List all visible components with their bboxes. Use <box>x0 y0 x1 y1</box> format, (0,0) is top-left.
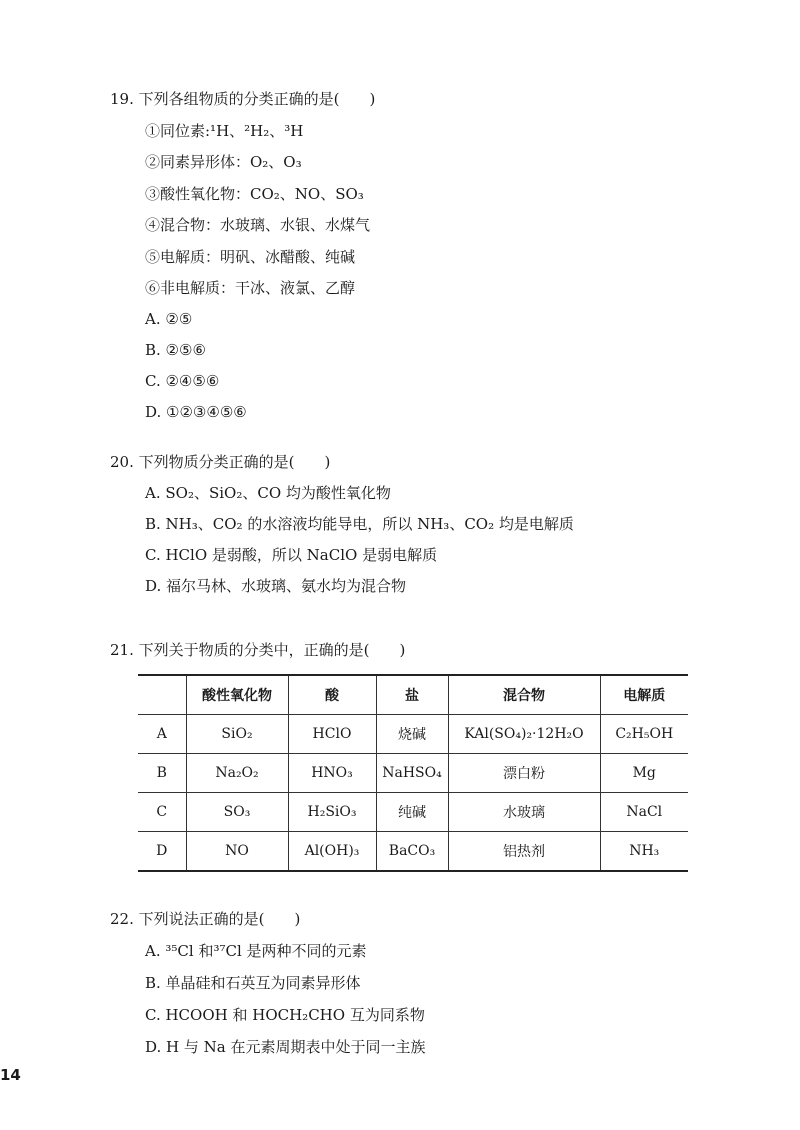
table-cell: D <box>138 832 186 872</box>
q19-item-6: ⑥非电解质：干冰、液氯、乙醇 <box>145 279 356 297</box>
table-row <box>138 832 688 872</box>
table-row <box>138 793 688 832</box>
q19-item-1: ①同位素:¹H、²H₂、³H <box>145 122 304 140</box>
q19-option-b: B. ②⑤⑥ <box>145 341 206 359</box>
q19-stem: 19. 下列各组物质的分类正确的是( ) <box>110 90 376 108</box>
q19-item-3: ③酸性氧化物：CO₂、NO、SO₃ <box>145 185 364 203</box>
table-cell: KAl(SO₄)₂·12H₂O <box>448 715 600 754</box>
table-header-cell: 酸 <box>288 675 376 715</box>
table-cell: SiO₂ <box>186 715 288 754</box>
table-cell: 漂白粉 <box>448 754 600 793</box>
q20-option-c: C. HClO 是弱酸，所以 NaClO 是弱电解质 <box>145 546 438 564</box>
q19-item-4: ④混合物：水玻璃、水银、水煤气 <box>145 216 371 234</box>
q22-stem: 22. 下列说法正确的是( ) <box>110 910 301 928</box>
q22-option-b: B. 单晶硅和石英互为同素异形体 <box>145 974 361 992</box>
table-cell: 烧碱 <box>376 715 448 754</box>
table-cell: B <box>138 754 186 793</box>
table-row <box>138 754 688 793</box>
table-cell: NaCl <box>600 793 688 832</box>
table-cell: 纯碱 <box>376 793 448 832</box>
table-header-row <box>138 675 688 715</box>
table-cell: NH₃ <box>600 832 688 872</box>
table-cell: HClO <box>288 715 376 754</box>
page-number: 14 <box>0 1066 21 1084</box>
table-cell: 水玻璃 <box>448 793 600 832</box>
q19-option-c: C. ②④⑤⑥ <box>145 372 220 390</box>
q19-option-d: D. ①②③④⑤⑥ <box>145 403 247 421</box>
table-header-cell: 酸性氧化物 <box>186 675 288 715</box>
table-cell: A <box>138 715 186 754</box>
table-cell: 铝热剂 <box>448 832 600 872</box>
table-cell: SO₃ <box>186 793 288 832</box>
q19-item-2: ②同素异形体：O₂、O₃ <box>145 153 302 171</box>
table-row <box>138 715 688 754</box>
table-header-cell <box>138 675 186 715</box>
table-header-cell: 盐 <box>376 675 448 715</box>
q22-option-d: D. H 与 Na 在元素周期表中处于同一主族 <box>145 1038 426 1056</box>
q20-option-a: A. SO₂、SiO₂、CO 均为酸性氧化物 <box>145 484 391 502</box>
q21-stem: 21. 下列关于物质的分类中，正确的是( ) <box>110 641 406 659</box>
table-cell: C₂H₅OH <box>600 715 688 754</box>
table-cell: Mg <box>600 754 688 793</box>
q22-option-c: C. HCOOH 和 HOCH₂CHO 互为同系物 <box>145 1006 425 1024</box>
table-cell: BaCO₃ <box>376 832 448 872</box>
table-cell: Al(OH)₃ <box>288 832 376 872</box>
table-cell: H₂SiO₃ <box>288 793 376 832</box>
table-header-cell: 电解质 <box>600 675 688 715</box>
table-cell: C <box>138 793 186 832</box>
table-cell: NaHSO₄ <box>376 754 448 793</box>
q19-item-5: ⑤电解质：明矾、冰醋酸、纯碱 <box>145 248 356 266</box>
table-cell: Na₂O₂ <box>186 754 288 793</box>
q22-option-a: A. ³⁵Cl 和³⁷Cl 是两种不同的元素 <box>145 942 367 960</box>
q19-option-a: A. ②⑤ <box>145 310 193 328</box>
table-cell: HNO₃ <box>288 754 376 793</box>
table-cell: NO <box>186 832 288 872</box>
q20-stem: 20. 下列物质分类正确的是( ) <box>110 453 331 471</box>
q20-option-b: B. NH₃、CO₂ 的水溶液均能导电，所以 NH₃、CO₂ 均是电解质 <box>145 515 574 533</box>
q20-option-d: D. 福尔马林、水玻璃、氨水均为混合物 <box>145 577 407 595</box>
q21-classification-table <box>138 674 688 872</box>
table-header-cell: 混合物 <box>448 675 600 715</box>
